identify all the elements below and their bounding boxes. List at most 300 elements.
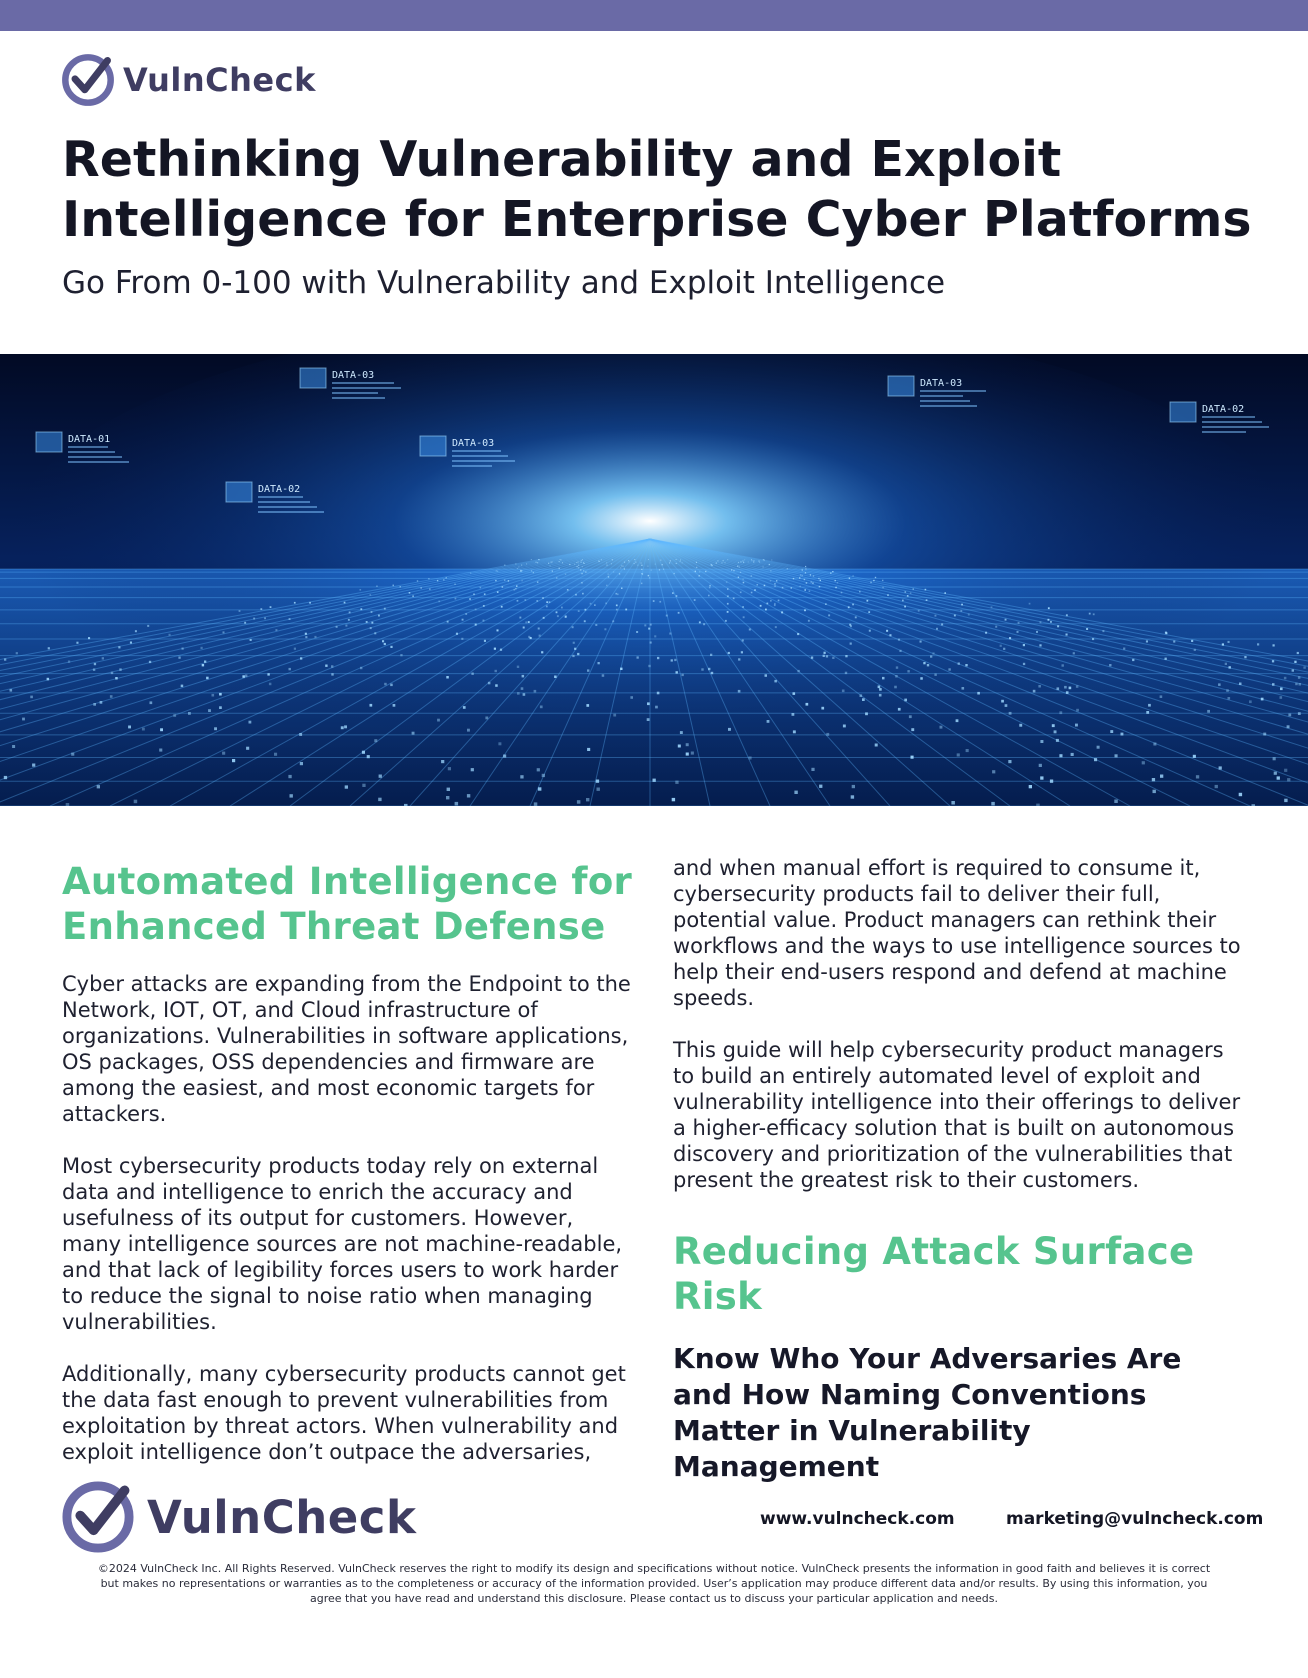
hero-data-dot xyxy=(1039,764,1042,767)
hero-data-dot xyxy=(774,680,777,683)
hero-data-dot xyxy=(456,633,458,635)
hero-data-dot xyxy=(345,785,348,788)
hero-panel-line xyxy=(68,461,129,463)
hero-data-dot xyxy=(771,560,772,561)
hero-data-dot xyxy=(680,561,681,562)
hero-data-dot xyxy=(907,595,909,597)
hero-data-dot xyxy=(764,560,765,561)
hero-data-dot xyxy=(393,704,396,707)
hero-data-dot xyxy=(1207,710,1210,713)
hero-data-dot xyxy=(100,701,103,704)
hero-data-dot xyxy=(518,566,519,567)
hero-data-dot xyxy=(1036,804,1040,806)
hero-data-dot xyxy=(669,562,670,563)
hero-data-dot xyxy=(367,755,370,758)
hero-data-dot xyxy=(948,668,950,670)
hero-data-dot xyxy=(910,592,912,594)
hero-data-dot xyxy=(608,576,609,577)
hero-data-dot xyxy=(753,560,754,561)
hero-data-dot xyxy=(249,721,252,724)
hero-data-dot xyxy=(345,625,347,627)
hero-data-dot xyxy=(666,615,668,617)
hero-data-dot xyxy=(905,591,907,593)
hero-data-dot xyxy=(1064,686,1067,689)
hero-data-dot xyxy=(743,582,745,584)
hero-data-dot xyxy=(805,572,806,573)
hero-data-dot xyxy=(647,702,650,705)
hero-data-dot xyxy=(102,657,104,659)
hero-data-dot xyxy=(763,559,764,560)
hero-data-dot xyxy=(648,559,649,560)
hero-data-dot xyxy=(10,689,13,692)
hero-data-dot xyxy=(616,605,618,607)
hero-data-dot xyxy=(484,640,486,642)
hero-data-dot xyxy=(605,603,607,605)
hero-panel-line xyxy=(452,455,508,457)
hero-data-dot xyxy=(1039,644,1041,646)
section-subheading-adversaries: Know Who Your Adversaries Are and How Naming Conventions Matter in Vulnerability Management xyxy=(673,1342,1182,1483)
hero-data-dot xyxy=(437,719,440,722)
hero-data-dot xyxy=(94,663,96,665)
hero-data-dot xyxy=(818,578,819,579)
hero-data-dot xyxy=(483,605,485,607)
hero-data-dot xyxy=(1228,641,1230,643)
hero-data-dot xyxy=(904,606,906,608)
hero-data-dot xyxy=(1075,724,1078,727)
hero-data-dot xyxy=(602,674,605,677)
hero-data-dot xyxy=(1225,663,1227,665)
hero-data-dot xyxy=(875,744,878,747)
hero-data-dot xyxy=(727,588,729,590)
hero-data-dot xyxy=(705,571,706,572)
hero-data-dot xyxy=(1056,739,1059,742)
hero-data-dot xyxy=(797,633,799,635)
hero-data-dot xyxy=(619,573,620,574)
hero-data-dot xyxy=(899,650,901,652)
hero-data-dot xyxy=(536,600,538,602)
hero-data-dot xyxy=(393,585,395,587)
hero-data-dot xyxy=(686,753,689,756)
hero-data-dot xyxy=(531,570,532,571)
hero-data-dot xyxy=(572,655,574,657)
page-title xyxy=(62,130,1262,250)
hero-data-dot xyxy=(852,604,854,606)
hero-data-dot xyxy=(514,589,516,591)
hero-data-dot xyxy=(582,593,584,595)
hero-panel-line xyxy=(452,460,515,462)
hero-data-dot xyxy=(149,661,151,663)
hero-data-dot xyxy=(495,684,498,687)
hero-data-dot xyxy=(299,733,302,736)
hero-data-dot xyxy=(670,560,671,561)
hero-data-dot xyxy=(709,585,711,587)
hero-data-dot xyxy=(1146,640,1148,642)
hero-data-dot xyxy=(536,562,537,563)
hero-data-dot xyxy=(552,561,553,562)
hero-data-dot xyxy=(737,566,738,567)
hero-data-dot xyxy=(701,668,703,670)
hero-data-dot xyxy=(913,588,915,590)
hero-data-dot xyxy=(1066,634,1068,636)
hero-data-dot xyxy=(742,606,744,608)
hero-data-dot xyxy=(538,628,540,630)
hero-data-dot xyxy=(923,662,925,664)
hero-data-dot xyxy=(616,609,618,611)
hero-data-dot xyxy=(873,580,874,581)
hero-data-dot xyxy=(275,629,277,631)
hero-panel-line xyxy=(1202,426,1269,428)
hero-data-dot xyxy=(420,587,422,589)
hero-data-dot xyxy=(348,619,350,621)
hero-data-dot xyxy=(800,574,801,575)
hero-data-dot xyxy=(583,570,584,571)
hero-data-dot xyxy=(867,600,869,602)
hero-data-dot xyxy=(537,768,540,771)
hero-data-dot xyxy=(441,760,444,763)
hero-data-dot xyxy=(740,572,741,573)
hero-data-dot xyxy=(32,764,35,767)
hero-data-dot xyxy=(622,566,623,567)
hero-data-dot xyxy=(865,712,868,715)
hero-data-dot xyxy=(625,609,627,611)
hero-data-dot xyxy=(552,571,553,572)
hero-data-dot xyxy=(470,573,471,574)
hero-data-dot xyxy=(374,632,376,634)
hero-data-dot xyxy=(1009,637,1011,639)
hero-data-dot xyxy=(448,767,451,770)
hero-data-dot xyxy=(797,670,799,672)
email-link[interactable]: marketing@vulncheck.com xyxy=(1006,1509,1264,1529)
hero-data-dot xyxy=(1284,769,1287,772)
hero-data-dot xyxy=(239,610,241,612)
hero-data-dot xyxy=(1040,621,1042,623)
folder-icon xyxy=(36,432,62,452)
hero-data-dot xyxy=(742,560,743,561)
hero-data-dot xyxy=(811,657,813,659)
hero-data-dot xyxy=(641,565,642,566)
hero-data-dot xyxy=(751,559,752,560)
hero-data-dot xyxy=(1194,649,1196,651)
hero-data-dot xyxy=(260,608,262,610)
hero-data-dot xyxy=(731,569,732,570)
hero-data-dot xyxy=(412,732,415,735)
hero-data-dot xyxy=(264,617,266,619)
hero-data-dot xyxy=(4,658,6,660)
hero-data-dot xyxy=(826,655,828,657)
hero-data-dot xyxy=(1287,725,1290,728)
hero-data-dot xyxy=(267,673,269,675)
hero-data-dot xyxy=(654,635,656,637)
hero-data-dot xyxy=(825,603,827,605)
hero-data-dot xyxy=(832,657,834,659)
hero-data-dot xyxy=(812,582,814,584)
folder-icon xyxy=(300,368,326,388)
hero-data-dot xyxy=(214,727,217,730)
hero-data-dot xyxy=(879,688,882,691)
hero-data-dot xyxy=(642,573,643,574)
hero-data-dot xyxy=(517,666,519,668)
hero-data-dot xyxy=(601,559,602,560)
hero-data-dot xyxy=(384,643,386,645)
hero-data-dot xyxy=(630,696,633,699)
hero-data-dot xyxy=(469,598,471,600)
hero-data-dot xyxy=(1000,645,1002,647)
hero-data-dot xyxy=(212,694,215,697)
hero-data-dot xyxy=(951,801,955,805)
hero-data-dot xyxy=(824,652,826,654)
hero-data-dot xyxy=(663,569,664,570)
hero-data-dot xyxy=(1277,776,1280,779)
website-link[interactable]: www.vulncheck.com xyxy=(760,1509,955,1529)
header-logo[interactable] xyxy=(61,54,316,106)
hero-data-dot xyxy=(475,609,477,611)
hero-data-dot xyxy=(374,739,377,742)
hero-panel-line xyxy=(920,390,986,392)
hero-data-dot xyxy=(634,559,635,560)
hero-data-dot xyxy=(578,565,579,566)
hero-panel-label: DATA-03 xyxy=(452,438,495,449)
hero-data-dot xyxy=(173,714,176,717)
hero-data-dot xyxy=(585,571,586,572)
hero-data-dot xyxy=(1040,740,1043,743)
hero-data-dot xyxy=(738,658,740,660)
hero-data-dot xyxy=(551,562,552,563)
hero-data-dot xyxy=(657,692,660,695)
hero-data-dot xyxy=(792,713,795,716)
hero-data-dot xyxy=(671,659,673,661)
hero-data-dot xyxy=(641,563,642,564)
hero-data-dot xyxy=(804,589,806,591)
hero-data-dot xyxy=(1086,628,1088,630)
hero-data-dot xyxy=(611,563,612,564)
hero-data-dot xyxy=(400,586,402,588)
hero-data-dot xyxy=(178,657,180,659)
hero-data-dot xyxy=(497,571,498,572)
hero-data-dot xyxy=(446,676,449,679)
hero-data-dot xyxy=(556,577,557,578)
hero-data-dot xyxy=(1153,743,1156,746)
hero-data-dot xyxy=(1048,607,1050,609)
hero-data-dot xyxy=(843,725,846,728)
hero-data-dot xyxy=(725,620,727,622)
hero-data-dot xyxy=(940,726,943,729)
hero-data-dot xyxy=(110,695,113,698)
hero-panel-label: DATA-01 xyxy=(68,434,111,445)
hero-data-dot xyxy=(344,602,346,604)
hero-data-dot xyxy=(767,720,770,723)
hero-data-dot xyxy=(882,677,885,680)
hero-data-dot xyxy=(898,639,900,641)
hero-data-dot xyxy=(1287,778,1290,781)
hero-data-dot xyxy=(503,755,506,758)
hero-panel-line xyxy=(1202,431,1246,433)
hero-data-dot xyxy=(515,563,516,564)
hero-data-dot xyxy=(521,565,522,566)
hero-data-dot xyxy=(437,580,438,581)
hero-data-dot xyxy=(314,636,316,638)
hero-data-dot xyxy=(467,794,470,797)
hero-data-dot xyxy=(889,634,891,636)
folder-icon xyxy=(226,482,252,502)
hero-data-dot xyxy=(473,594,475,596)
hero-data-dot xyxy=(711,564,712,565)
hero-data-dot xyxy=(1244,656,1246,658)
hero-data-dot xyxy=(118,646,120,648)
hero-data-dot xyxy=(341,726,344,729)
hero-data-dot xyxy=(1114,800,1118,804)
hero-data-dot xyxy=(845,655,847,657)
hero-data-dot xyxy=(412,595,414,597)
hero-data-dot xyxy=(483,620,485,622)
hero-panel-line xyxy=(1202,421,1262,423)
hero-data-dot xyxy=(904,699,907,702)
hero-data-dot xyxy=(97,785,100,788)
hero-data-dot xyxy=(662,564,663,565)
hero-data-dot xyxy=(371,622,373,624)
hero-data-dot xyxy=(740,561,741,562)
hero-data-dot xyxy=(526,563,527,564)
hero-data-dot xyxy=(1092,638,1094,640)
right-paragraph-1: and when manual effort is required to consume it, cybersecurity products fail to deliver their full, potential value. Product managers can rethink their workflows and the ways to use intelligence sources to help their end-users respond and defend at machine speeds. xyxy=(673,856,1241,1010)
hero-data-dot xyxy=(650,624,652,626)
hero-data-dot xyxy=(1239,683,1242,686)
hero-data-dot xyxy=(543,617,545,619)
hero-data-dot xyxy=(743,562,744,563)
hero-data-dot xyxy=(300,762,303,765)
hero-data-dot xyxy=(1280,696,1283,699)
hero-data-dot xyxy=(1229,666,1231,668)
hero-data-dot xyxy=(849,624,851,626)
hero-data-dot xyxy=(1094,758,1097,761)
hero-data-dot xyxy=(581,560,582,561)
hero-panel-line xyxy=(332,382,394,384)
hero-data-dot xyxy=(774,604,776,606)
hero-data-dot xyxy=(894,686,897,689)
hero-data-dot xyxy=(962,687,965,690)
hero-data-dot xyxy=(852,575,853,576)
hero-data-dot xyxy=(751,592,753,594)
hero-data-dot xyxy=(360,608,362,610)
hero-data-dot xyxy=(480,587,482,589)
hero-data-dot xyxy=(655,706,658,709)
hero-data-dot xyxy=(159,749,162,752)
hero-data-dot xyxy=(911,728,914,731)
hero-data-dot xyxy=(520,775,523,778)
hero-data-dot xyxy=(926,599,928,601)
hero-data-dot xyxy=(620,567,621,568)
hero-data-dot xyxy=(325,665,327,667)
hero-data-dot xyxy=(521,687,524,690)
hero-data-dot xyxy=(742,579,743,580)
hero-data-dot xyxy=(985,632,987,634)
hero-data-dot xyxy=(1071,753,1074,756)
hero-data-dot xyxy=(835,587,837,589)
hero-data-dot xyxy=(496,570,497,571)
hero-data-dot xyxy=(250,639,252,641)
hero-data-dot xyxy=(636,631,638,633)
hero-data-dot xyxy=(561,607,563,609)
hero-data-dot xyxy=(142,728,145,731)
right-column xyxy=(673,855,1245,1485)
hero-data-dot xyxy=(455,802,459,806)
hero-data-dot xyxy=(859,591,861,593)
hero-data-dot xyxy=(232,759,235,762)
hero-data-dot xyxy=(1102,630,1104,632)
hero-data-dot xyxy=(629,561,630,562)
hero-data-dot xyxy=(703,623,705,625)
hero-data-dot xyxy=(708,595,710,597)
hero-data-dot xyxy=(862,698,865,701)
hero-data-visualization xyxy=(0,354,1308,806)
hero-data-dot xyxy=(559,568,560,569)
hero-data-dot xyxy=(115,677,118,680)
hero-data-dot xyxy=(842,690,845,693)
hero-data-dot xyxy=(879,694,882,697)
hero-data-dot xyxy=(682,562,683,563)
hero-data-dot xyxy=(22,718,25,721)
hero-data-dot xyxy=(868,611,870,613)
hero-data-dot xyxy=(991,606,993,608)
footer-logo[interactable] xyxy=(61,1480,416,1554)
hero-data-dot xyxy=(556,611,558,613)
hero-data-dot xyxy=(995,626,997,628)
hero-data-dot xyxy=(1165,632,1167,634)
hero-data-dot xyxy=(628,560,629,561)
hero-data-dot xyxy=(135,630,137,632)
hero-data-dot xyxy=(941,623,943,625)
hero-data-dot xyxy=(557,615,559,617)
hero-data-dot xyxy=(634,563,635,564)
hero-data-dot xyxy=(1272,660,1274,662)
hero-data-dot xyxy=(576,562,577,563)
hero-data-dot xyxy=(810,574,811,575)
hero-data-dot xyxy=(804,609,806,611)
hero-data-dot xyxy=(733,598,735,600)
hero-data-dot xyxy=(471,673,473,675)
left-column xyxy=(62,855,634,1465)
hero-data-dot xyxy=(804,579,805,580)
hero-data-dot xyxy=(245,675,248,678)
title-line-1: Rethinking Vulnerability and Exploit xyxy=(62,131,1062,188)
hero-data-dot xyxy=(991,802,995,806)
hero-data-dot xyxy=(559,561,560,562)
hero-data-dot xyxy=(523,627,525,629)
hero-data-dot xyxy=(586,704,589,707)
hero-data-dot xyxy=(765,609,767,611)
hero-data-dot xyxy=(533,572,534,573)
hero-data-dot xyxy=(501,606,503,608)
hero-data-dot xyxy=(581,562,582,563)
hero-data-dot xyxy=(362,751,365,754)
hero-data-dot xyxy=(613,714,616,717)
hero-data-dot xyxy=(728,728,731,731)
hero-data-dot xyxy=(954,615,956,617)
hero-data-dot xyxy=(384,608,386,610)
hero-data-dot xyxy=(1050,780,1053,783)
hero-data-dot xyxy=(695,571,696,572)
hero-data-dot xyxy=(447,788,450,791)
hero-data-dot xyxy=(787,568,788,569)
hero-panel-label: DATA-03 xyxy=(332,370,375,381)
hero-data-dot xyxy=(644,624,646,626)
hero-data-dot xyxy=(738,577,739,578)
hero-data-dot xyxy=(516,585,518,587)
hero-data-dot xyxy=(349,612,351,614)
hero-data-dot xyxy=(1029,603,1031,605)
hero-data-dot xyxy=(578,562,579,563)
hero-data-dot xyxy=(823,655,825,657)
hero-data-dot xyxy=(379,775,382,778)
